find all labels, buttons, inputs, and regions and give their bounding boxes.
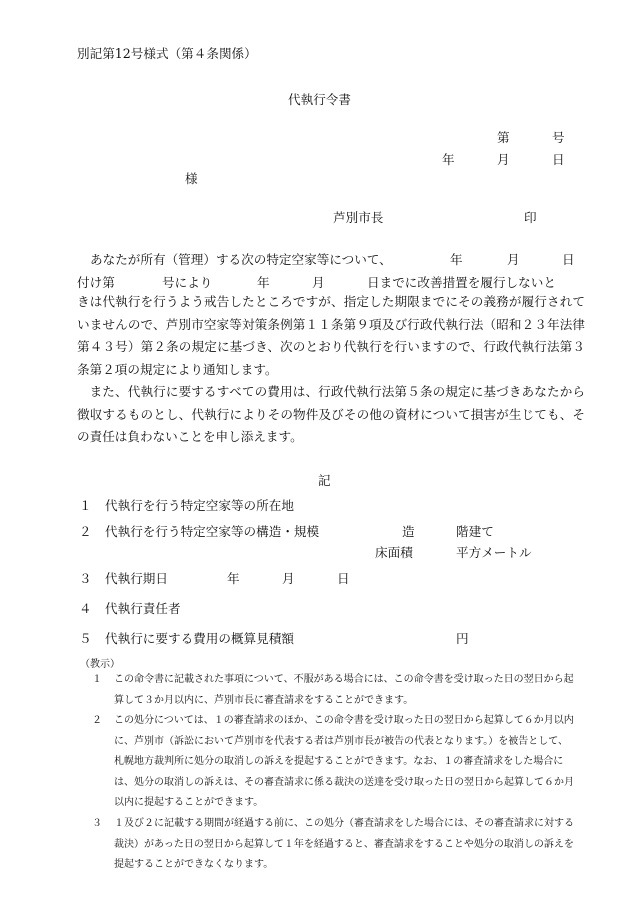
note-2-text: この処分については、１の審査請求のほか、この命令書を受け取った日の翌日から起算して６か月以内に、芦別市（訴訟において芦別市を代表する者は芦別市長が被告の代表となります。）を被告として、札幌地方裁判所に処分の取消しの訴えを提起することができます。なお、１の審査請求をした場合には、処分の取消しの訴えは、その審査請求に係る裁決の送達を受け取った日の翌日から起算して６か月以内に提起することができます。: [114, 715, 574, 808]
item-2-area-unit: 平方メートル: [456, 545, 532, 560]
item-4-number: ４: [79, 601, 92, 616]
item-2-number: ２: [79, 524, 92, 539]
note-2-number: ２: [92, 715, 102, 726]
item-5-number: ５: [79, 631, 92, 646]
item-1-number: １: [79, 498, 92, 513]
item-1-label: 代執行を行う特定空家等の所在地: [105, 498, 294, 513]
document-title: 代執行令書: [288, 92, 351, 107]
body-line-1-year: 年: [450, 252, 463, 267]
ki-heading: 記: [318, 473, 331, 488]
body-line-2-by: 号により: [162, 275, 213, 290]
body-line-1-text: あなたが所有（管理）する次の特定空家等について、: [90, 252, 392, 267]
body-line-1-month: 月: [507, 252, 520, 267]
body-line-1-day: 日: [562, 252, 575, 267]
date-year: 年: [442, 152, 455, 167]
item-2-structure: 造: [402, 524, 415, 539]
number-prefix: 第: [497, 130, 510, 145]
body-line-2-deadline: 日までに改善措置を履行しないと: [367, 275, 556, 290]
seal-mark: 印: [524, 210, 537, 225]
note-3-number: ３: [92, 818, 102, 829]
item-2-floors: 階建て: [456, 524, 494, 539]
form-label: 別記第12号様式（第４条関係）: [77, 46, 257, 61]
note-3: [92, 814, 574, 876]
item-5-unit: 円: [456, 631, 469, 646]
item-3-day: 日: [337, 571, 350, 586]
item-4-label: 代執行責任者: [105, 601, 181, 616]
body-line-2-year: 年: [257, 275, 270, 290]
addressee-suffix: 様: [185, 171, 198, 186]
item-3-number: ３: [79, 571, 92, 586]
item-2-label: 代執行を行う特定空家等の構造・規模: [105, 524, 320, 539]
date-month: 月: [497, 152, 510, 167]
number-suffix: 号: [552, 130, 565, 145]
date-day: 日: [552, 152, 565, 167]
body-paragraph-2: また、代執行に要するすべての費用は、行政代執行法第５条の規定に基づきあなたから徴収するものとし、代執行によりその物件及びその他の資材について損害が生じても、その責任は負わないことを申し添えます。: [77, 384, 585, 444]
note-1: [92, 670, 574, 711]
notes-title: （教示）: [80, 659, 120, 670]
item-2-area-label: 床面積: [375, 545, 413, 560]
item-3-year: 年: [227, 571, 240, 586]
note-1-text: この命令書に記載された事項について、不服がある場合には、この命令書を受け取った日の翌日から起算して３か月以内に、芦別市長に審査請求をすることができます。: [114, 674, 574, 706]
body-paragraph-1-rest: きは代執行を行うよう戒告したところですが、指定した期限までにその義務が履行されていませんので、芦別市空家等対策条例第１１条第９項及び行政代執行法（昭和２３年法律第４３号）第２条の規定に基づき、次のとおり代執行を行いますので、行政代執行法第３条第２項の規定により通知します。: [77, 294, 585, 377]
item-5-label: 代執行に要する費用の概算見積額: [105, 631, 294, 646]
item-3-label: 代執行期日: [105, 571, 168, 586]
note-2: [92, 711, 574, 814]
note-3-text: １及び２に記載する期間が経過する前に、この処分（審査請求をした場合には、その審査請求に対する裁決）があった日の翌日から起算して１年を経過すると、審査請求をすることや処分の取消しの訴えを提起することができなくなります。: [114, 818, 574, 870]
body-line-2-month: 月: [312, 275, 325, 290]
item-3-month: 月: [282, 571, 295, 586]
body-line-2-ref: 付け第: [77, 275, 115, 290]
note-1-number: １: [92, 674, 102, 685]
issuer-name: 芦別市長: [333, 210, 384, 225]
